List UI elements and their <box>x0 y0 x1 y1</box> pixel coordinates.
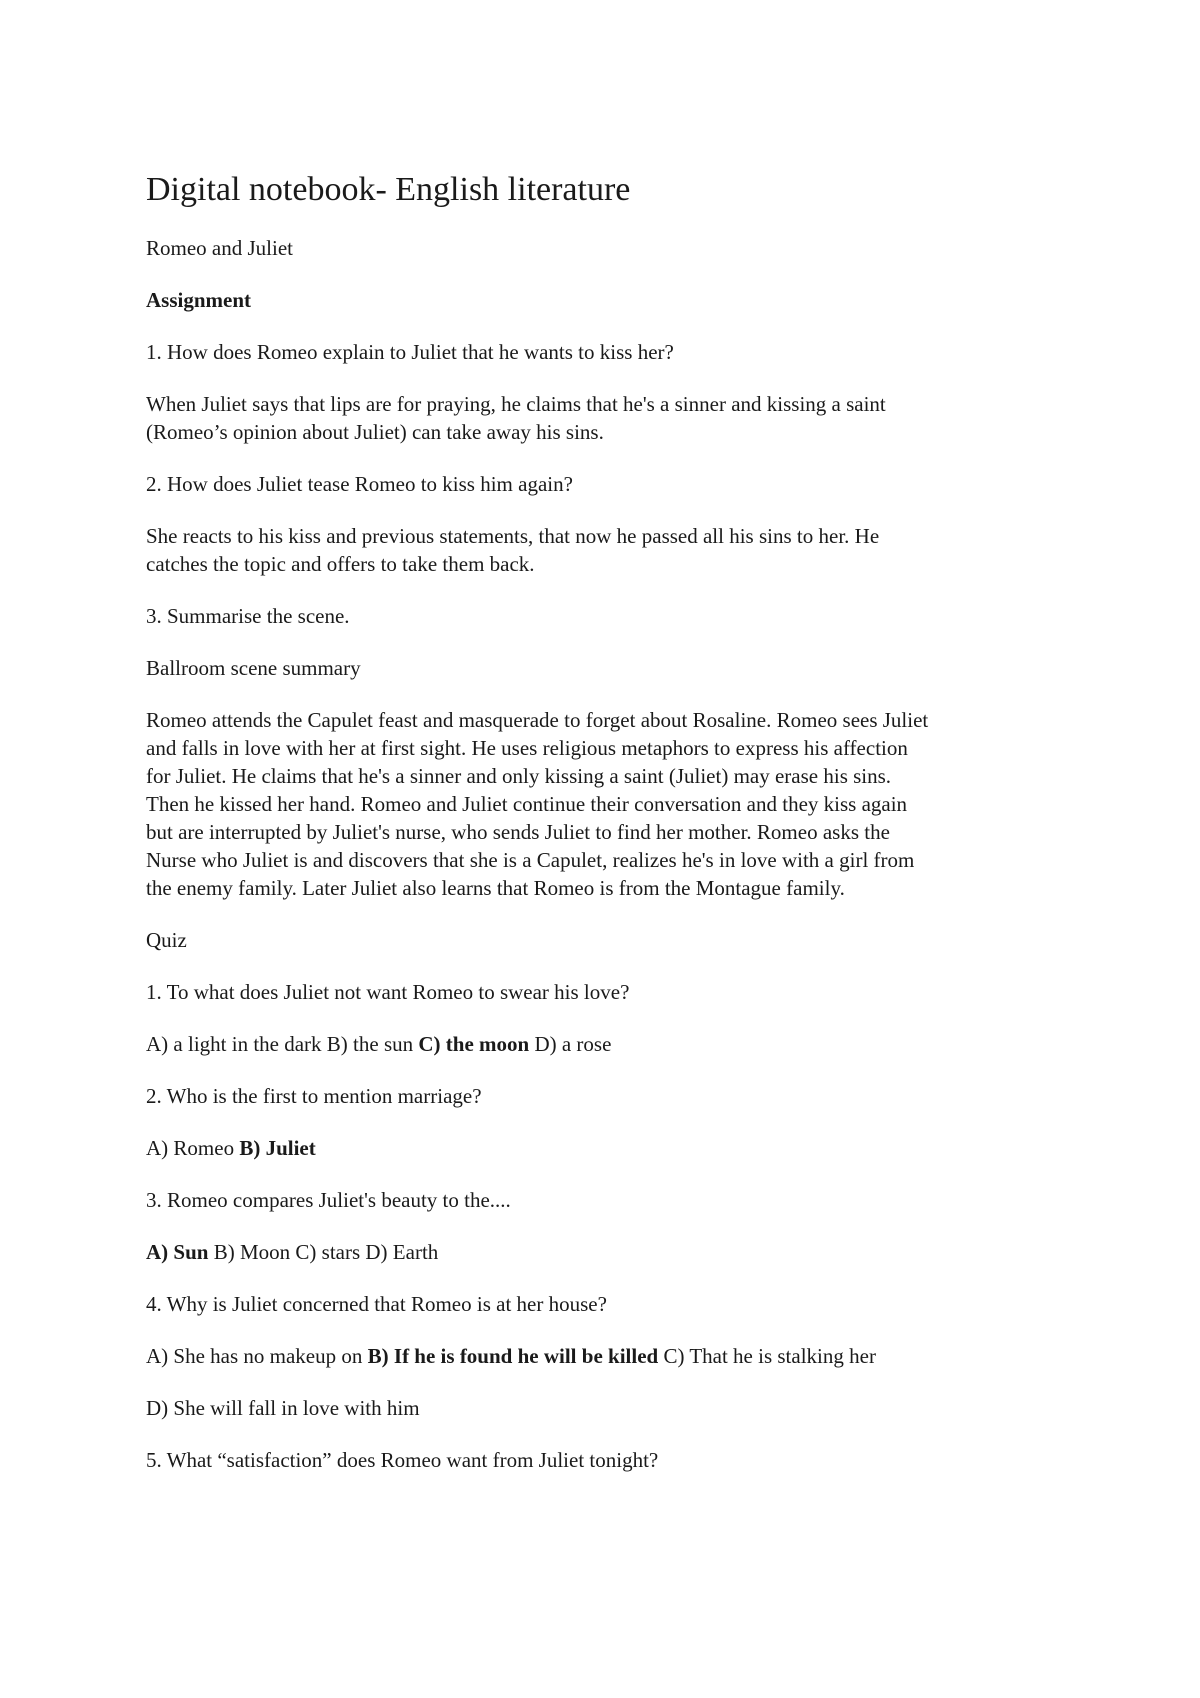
summary-line: Romeo attends the Capulet feast and masquerade to forget about Rosaline. Romeo sees Juliet <box>146 708 929 732</box>
assignment-question-3: 3. Summarise the scene. <box>146 604 350 628</box>
quiz-correct-option: B) Juliet <box>239 1136 316 1160</box>
summary-line: for Juliet. He claims that he's a sinner and only kissing a saint (Juliet) may erase his sins. <box>146 764 892 788</box>
quiz-question-5: 5. What “satisfaction” does Romeo want from Juliet tonight? <box>146 1448 659 1472</box>
answer-line: catches the topic and offers to take them back. <box>146 552 535 576</box>
quiz-heading: Quiz <box>146 928 187 952</box>
summary-line: and falls in love with her at first sight. He uses religious metaphors to express his affection <box>146 736 908 760</box>
quiz-correct-option: C) the moon <box>418 1032 530 1056</box>
quiz-question-1: 1. To what does Juliet not want Romeo to swear his love? <box>146 980 630 1004</box>
quiz-option: A) Romeo <box>146 1136 235 1160</box>
assignment-question-2: 2. How does Juliet tease Romeo to kiss him again? <box>146 472 573 496</box>
assignment-question-1: 1. How does Romeo explain to Juliet that he wants to kiss her? <box>146 340 674 364</box>
quiz-options-1 <box>146 1030 1066 1058</box>
page-title: Digital notebook- English literature <box>146 171 631 208</box>
quiz-options-2 <box>146 1134 1066 1162</box>
quiz-question-2: 2. Who is the first to mention marriage? <box>146 1084 482 1108</box>
quiz-option: D) Earth <box>365 1240 439 1264</box>
quiz-question-4: 4. Why is Juliet concerned that Romeo is at her house? <box>146 1292 607 1316</box>
answer-line: She reacts to his kiss and previous statements, that now he passed all his sins to her. He <box>146 524 880 548</box>
assignment-answer-1 <box>146 390 1066 446</box>
quiz-option: A) a light in the dark <box>146 1032 322 1056</box>
summary-line: but are interrupted by Juliet's nurse, who sends Juliet to find her mother. Romeo asks the <box>146 820 890 844</box>
subtitle: Romeo and Juliet <box>146 236 293 260</box>
quiz-correct-option: A) Sun <box>146 1240 209 1264</box>
quiz-question-3: 3. Romeo compares Juliet's beauty to the.... <box>146 1188 511 1212</box>
summary-heading: Ballroom scene summary <box>146 656 361 680</box>
quiz-option: C) That he is stalking her <box>663 1344 876 1368</box>
document-body <box>146 168 1066 1498</box>
quiz-option: A) She has no makeup on <box>146 1344 363 1368</box>
assignment-heading: Assignment <box>146 288 252 312</box>
quiz-options-4 <box>146 1342 1066 1370</box>
quiz-option: C) stars <box>295 1240 361 1264</box>
quiz-option-line: D) She will fall in love with him <box>146 1396 420 1420</box>
summary-line: Nurse who Juliet is and discovers that she is a Capulet, realizes he's in love with a girl from <box>146 848 915 872</box>
quiz-correct-option: B) If he is found he will be killed <box>367 1344 659 1368</box>
quiz-options-3 <box>146 1238 1066 1266</box>
quiz-option: D) a rose <box>534 1032 612 1056</box>
answer-line: When Juliet says that lips are for praying, he claims that he's a sinner and kissing a saint <box>146 392 886 416</box>
assignment-answer-2 <box>146 522 1066 578</box>
answer-line: (Romeo’s opinion about Juliet) can take away his sins. <box>146 420 604 444</box>
quiz-option: B) Moon <box>213 1240 291 1264</box>
quiz-option: B) the sun <box>326 1032 414 1056</box>
summary-line: Then he kissed her hand. Romeo and Juliet continue their conversation and they kiss again <box>146 792 908 816</box>
summary-paragraph <box>146 706 1066 902</box>
summary-line: the enemy family. Later Juliet also learns that Romeo is from the Montague family. <box>146 876 845 900</box>
